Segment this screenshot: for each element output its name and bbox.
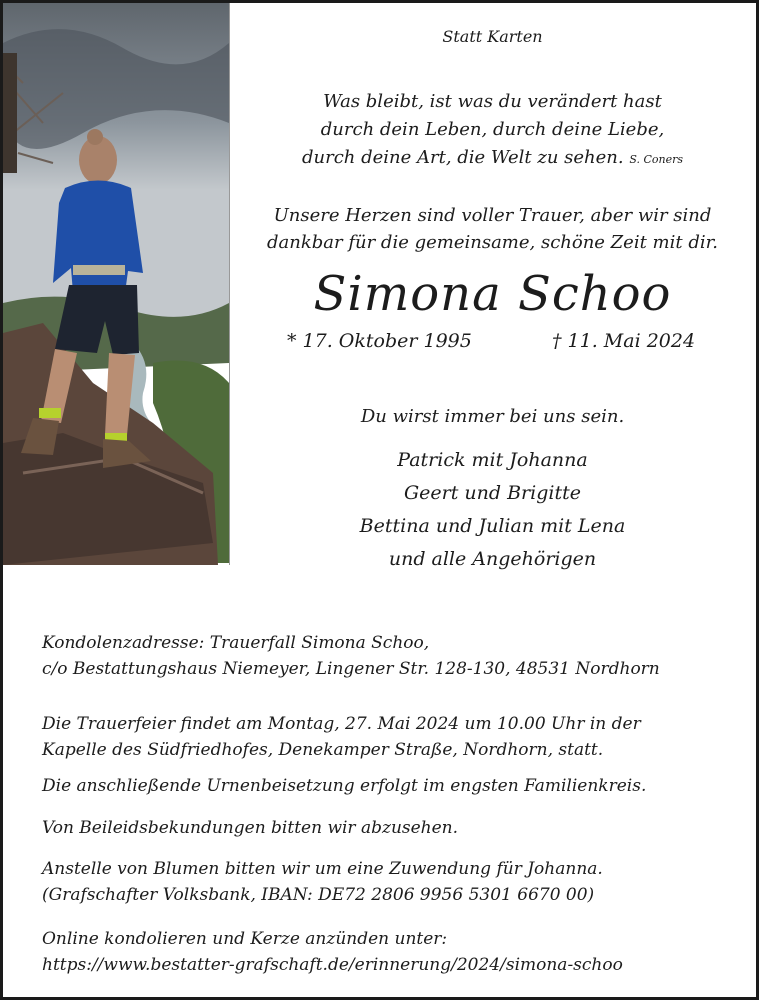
intro — [229, 202, 756, 256]
quote-line-1: Was bleibt, ist was du verändert hast — [323, 91, 662, 112]
family-member: Geert und Brigitte — [404, 482, 581, 504]
donation-line-1: Anstelle von Blumen bitten wir um eine Zuwendung für Johanna. — [42, 859, 603, 879]
family-member: Bettina und Julian mit Lena — [359, 515, 626, 537]
online-url[interactable]: https://www.bestatter-grafschaft.de/erinnerung/2024/simona-schoo — [42, 955, 623, 975]
quote-line-2: durch dein Leben, durch deine Liebe, — [320, 119, 665, 140]
burial-note: Die anschließende Urnenbeisetzung erfolgt im engsten Familienkreis. — [42, 776, 647, 796]
deceased-name: Simona Schoo — [313, 266, 672, 322]
address-line-1: Kondolenzadresse: Trauerfall Simona Schoo, — [42, 633, 430, 653]
family-member: Patrick mit Johanna — [397, 449, 588, 471]
intro-line-2: dankbar für die gemeinsame, schöne Zeit mit dir. — [267, 232, 718, 253]
shorts — [55, 285, 139, 355]
death-date: † 11. Mai 2024 — [552, 330, 696, 352]
online-line-1: Online kondolieren und Kerze anzünden unter: — [42, 929, 448, 949]
birth-date: * 17. Oktober 1995 — [287, 330, 472, 352]
memorial-photo — [3, 3, 230, 565]
quote — [229, 88, 756, 174]
quote-line-3: durch deine Art, die Welt zu sehen. S. Coners — [301, 147, 683, 168]
donation-line-2: (Grafschafter Volksbank, IBAN: DE72 2806 9956 5301 6670 00) — [42, 885, 595, 905]
statt-karten: Statt Karten — [442, 27, 543, 46]
intro-line-1: Unsere Herzen sind voller Trauer, aber wir sind — [273, 205, 712, 226]
quote-source: S. Coners — [629, 153, 683, 166]
service-block — [42, 711, 641, 763]
family-member: und alle Angehörigen — [388, 548, 597, 570]
online-block — [42, 926, 623, 978]
address-line-2: c/o Bestattungshaus Niemeyer, Lingener Str. 128-130, 48531 Nordhorn — [42, 659, 660, 679]
family-list — [229, 444, 756, 576]
service-line-2: Kapelle des Südfriedhofes, Denekamper Straße, Nordhorn, statt. — [42, 740, 604, 760]
farewell-line: Du wirst immer bei uns sein. — [360, 406, 625, 427]
address-block — [42, 630, 660, 682]
donation-block — [42, 856, 603, 908]
condolence-note: Von Beileidsbekundungen bitten wir abzusehen. — [42, 818, 459, 838]
service-line-1: Die Trauerfeier findet am Montag, 27. Mai 2024 um 10.00 Uhr in der — [42, 714, 641, 734]
